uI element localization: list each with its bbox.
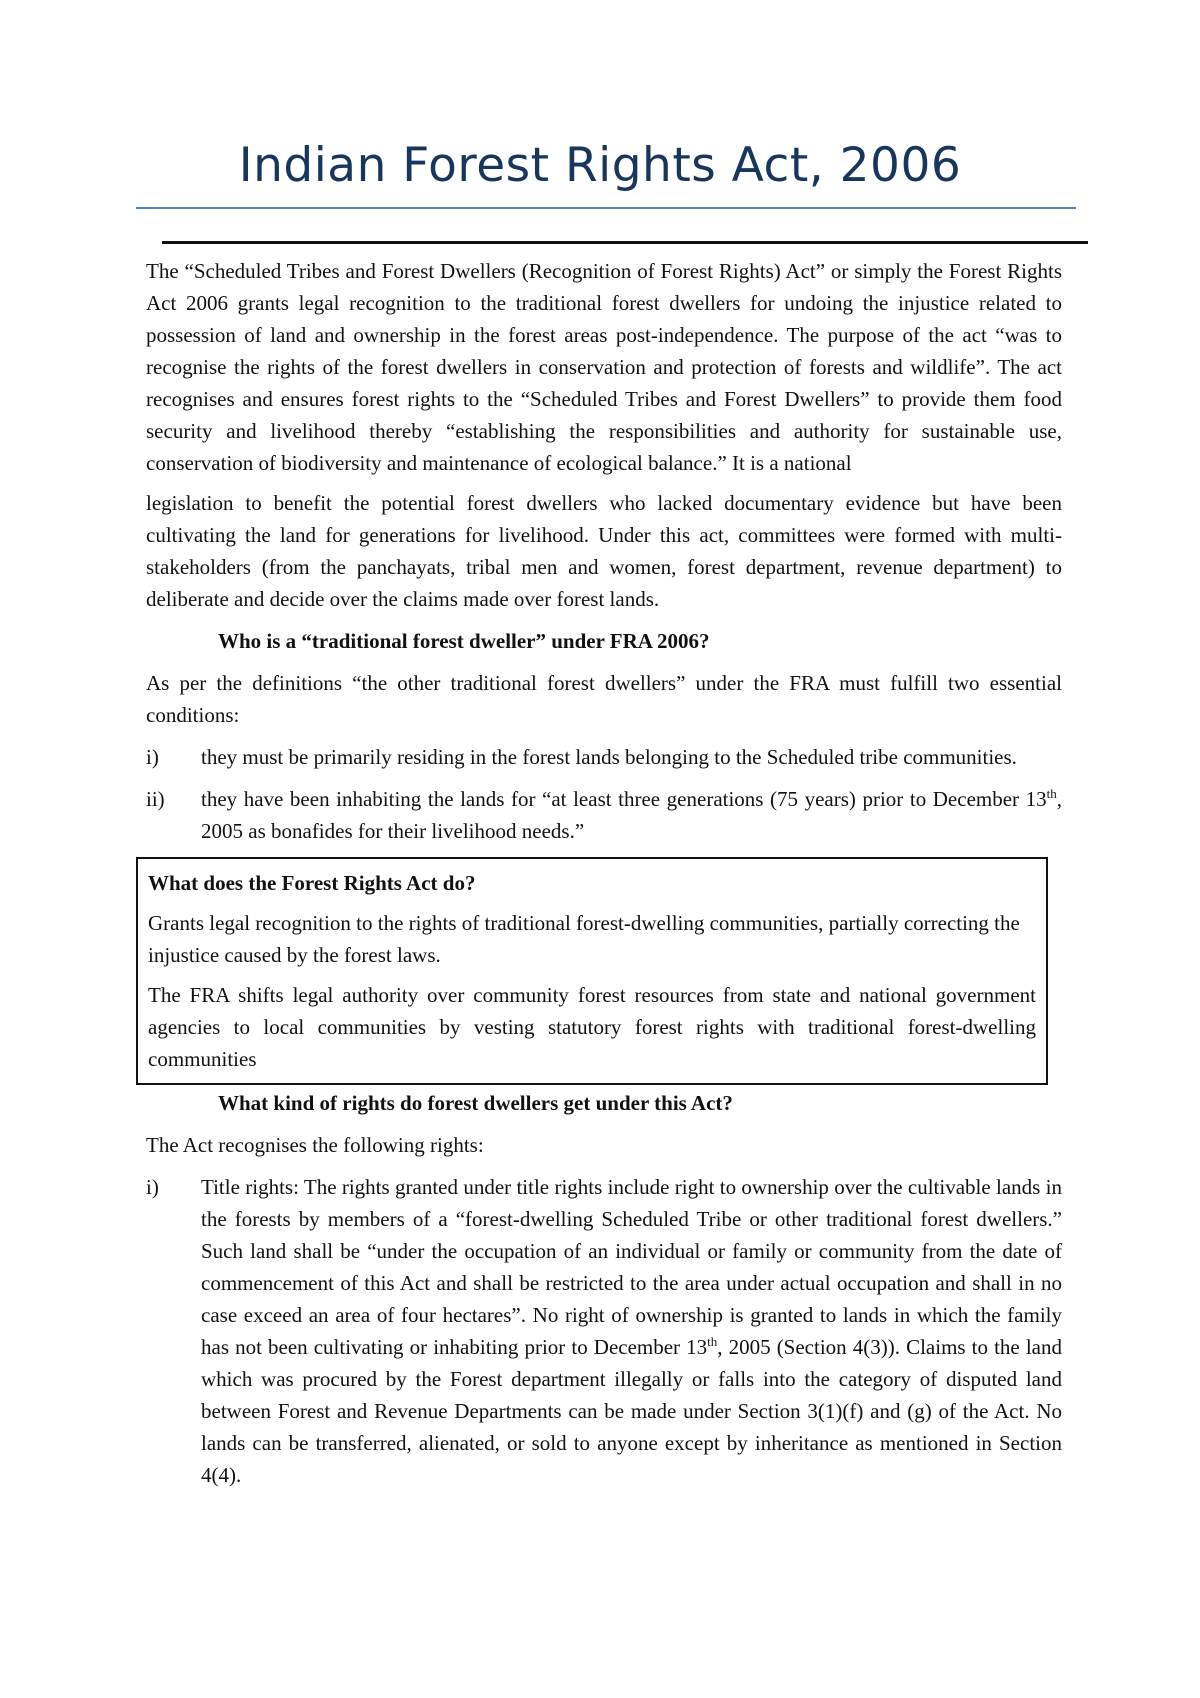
section1-list [146,741,1062,847]
section1-lead: As per the definitions “the other traditional forest dwellers” under the FRA must fulfill two essential conditions: [146,671,1062,727]
list-item [146,783,1062,847]
section2-heading: What kind of rights do forest dwellers get under this Act? [218,1091,733,1115]
list-item-number: i) [146,745,159,769]
list-item-text [201,1171,1062,1491]
document-title: Indian Forest Rights Act, 2006 [238,138,962,193]
list-item-text [201,783,1062,847]
info-box-paragraph-2: The FRA shifts legal authority over community forest resources from state and national government agencies to local communities by vesting statutory forest rights with traditional forest-dwelling communities [148,983,1036,1071]
section-divider [162,241,1088,244]
list-item [146,1171,1062,1491]
section2-list [146,1171,1062,1491]
info-box [136,857,1048,1085]
info-box-heading: What does the Forest Rights Act do? [148,871,476,895]
list-item [146,741,1062,773]
intro-paragraph-2: legislation to benefit the potential forest dwellers who lacked documentary evidence but have been cultivating the land for generations for livelihood. Under this act, committees were formed with multi-stakeholders (from the panchayats, tribal men and women, forest department, revenue department) to deliberate and decide over the claims made over forest lands. [146,491,1062,611]
intro-paragraph-1: The “Scheduled Tribes and Forest Dwellers (Recognition of Forest Rights) Act” or simply the Forest Rights Act 2006 grants legal recognition to the traditional forest dwellers for undoing the injustice related to possession of land and ownership in the forest areas post-independence. The purpose of the act “was to recognise the rights of the forest dwellers in conservation and protection of forests and wildlife”. The act recognises and ensures forest rights to the “Scheduled Tribes and Forest Dwellers” to provide them food security and livelihood thereby “establishing the responsibilities and authority for sustainable use, conservation of biodiversity and maintenance of ecological balance.” It is a national [146,259,1062,475]
list-item-text-part: Title rights: The rights granted under title rights include right to ownership over the cultivable lands in the forests by members of a “forest-dwelling Scheduled Tribe or other traditional forest dwellers.” Such land shall be “under the occupation of an individual or family or community from the date of commencement of this Act and shall be restricted to the area under actual occupation and shall in no case exceed an area of four hectares”. No right of ownership is granted to lands in which the family has not been cultivating or inhabiting prior to December 13 [201,1175,1062,1359]
document-body [146,255,1062,1501]
info-box-paragraph-1: Grants legal recognition to the rights of traditional forest-dwelling communities, partially correcting the injustice caused by the forest laws. [148,911,1020,967]
list-item-text-part: , 2005 (Section 4(3)). Claims to the land which was procured by the Forest department illegally or falls into the category of disputed land between Forest and Revenue Departments can be made under Section 3(1)(f) and (g) of the Act. No lands can be transferred, alienated, or sold to anyone except by inheritance as mentioned in Section 4(4). [201,1335,1062,1487]
list-item-text-part: they have been inhabiting the lands for “at least three generations (75 years) prior to December 13 [201,787,1047,811]
title-underline [136,207,1076,209]
list-item-number: i) [146,1175,159,1199]
section1-heading: Who is a “traditional forest dweller” under FRA 2006? [218,629,710,653]
section2-lead: The Act recognises the following rights: [146,1133,484,1157]
list-item-number: ii) [146,787,165,811]
list-item-text-part: , 2005 as bonafides for their livelihood needs.” [201,787,1062,843]
ordinal-superscript: th [1046,786,1057,801]
list-item-text: they must be primarily residing in the forest lands belonging to the Scheduled tribe communities. [201,745,1017,769]
ordinal-superscript: th [707,1334,718,1349]
